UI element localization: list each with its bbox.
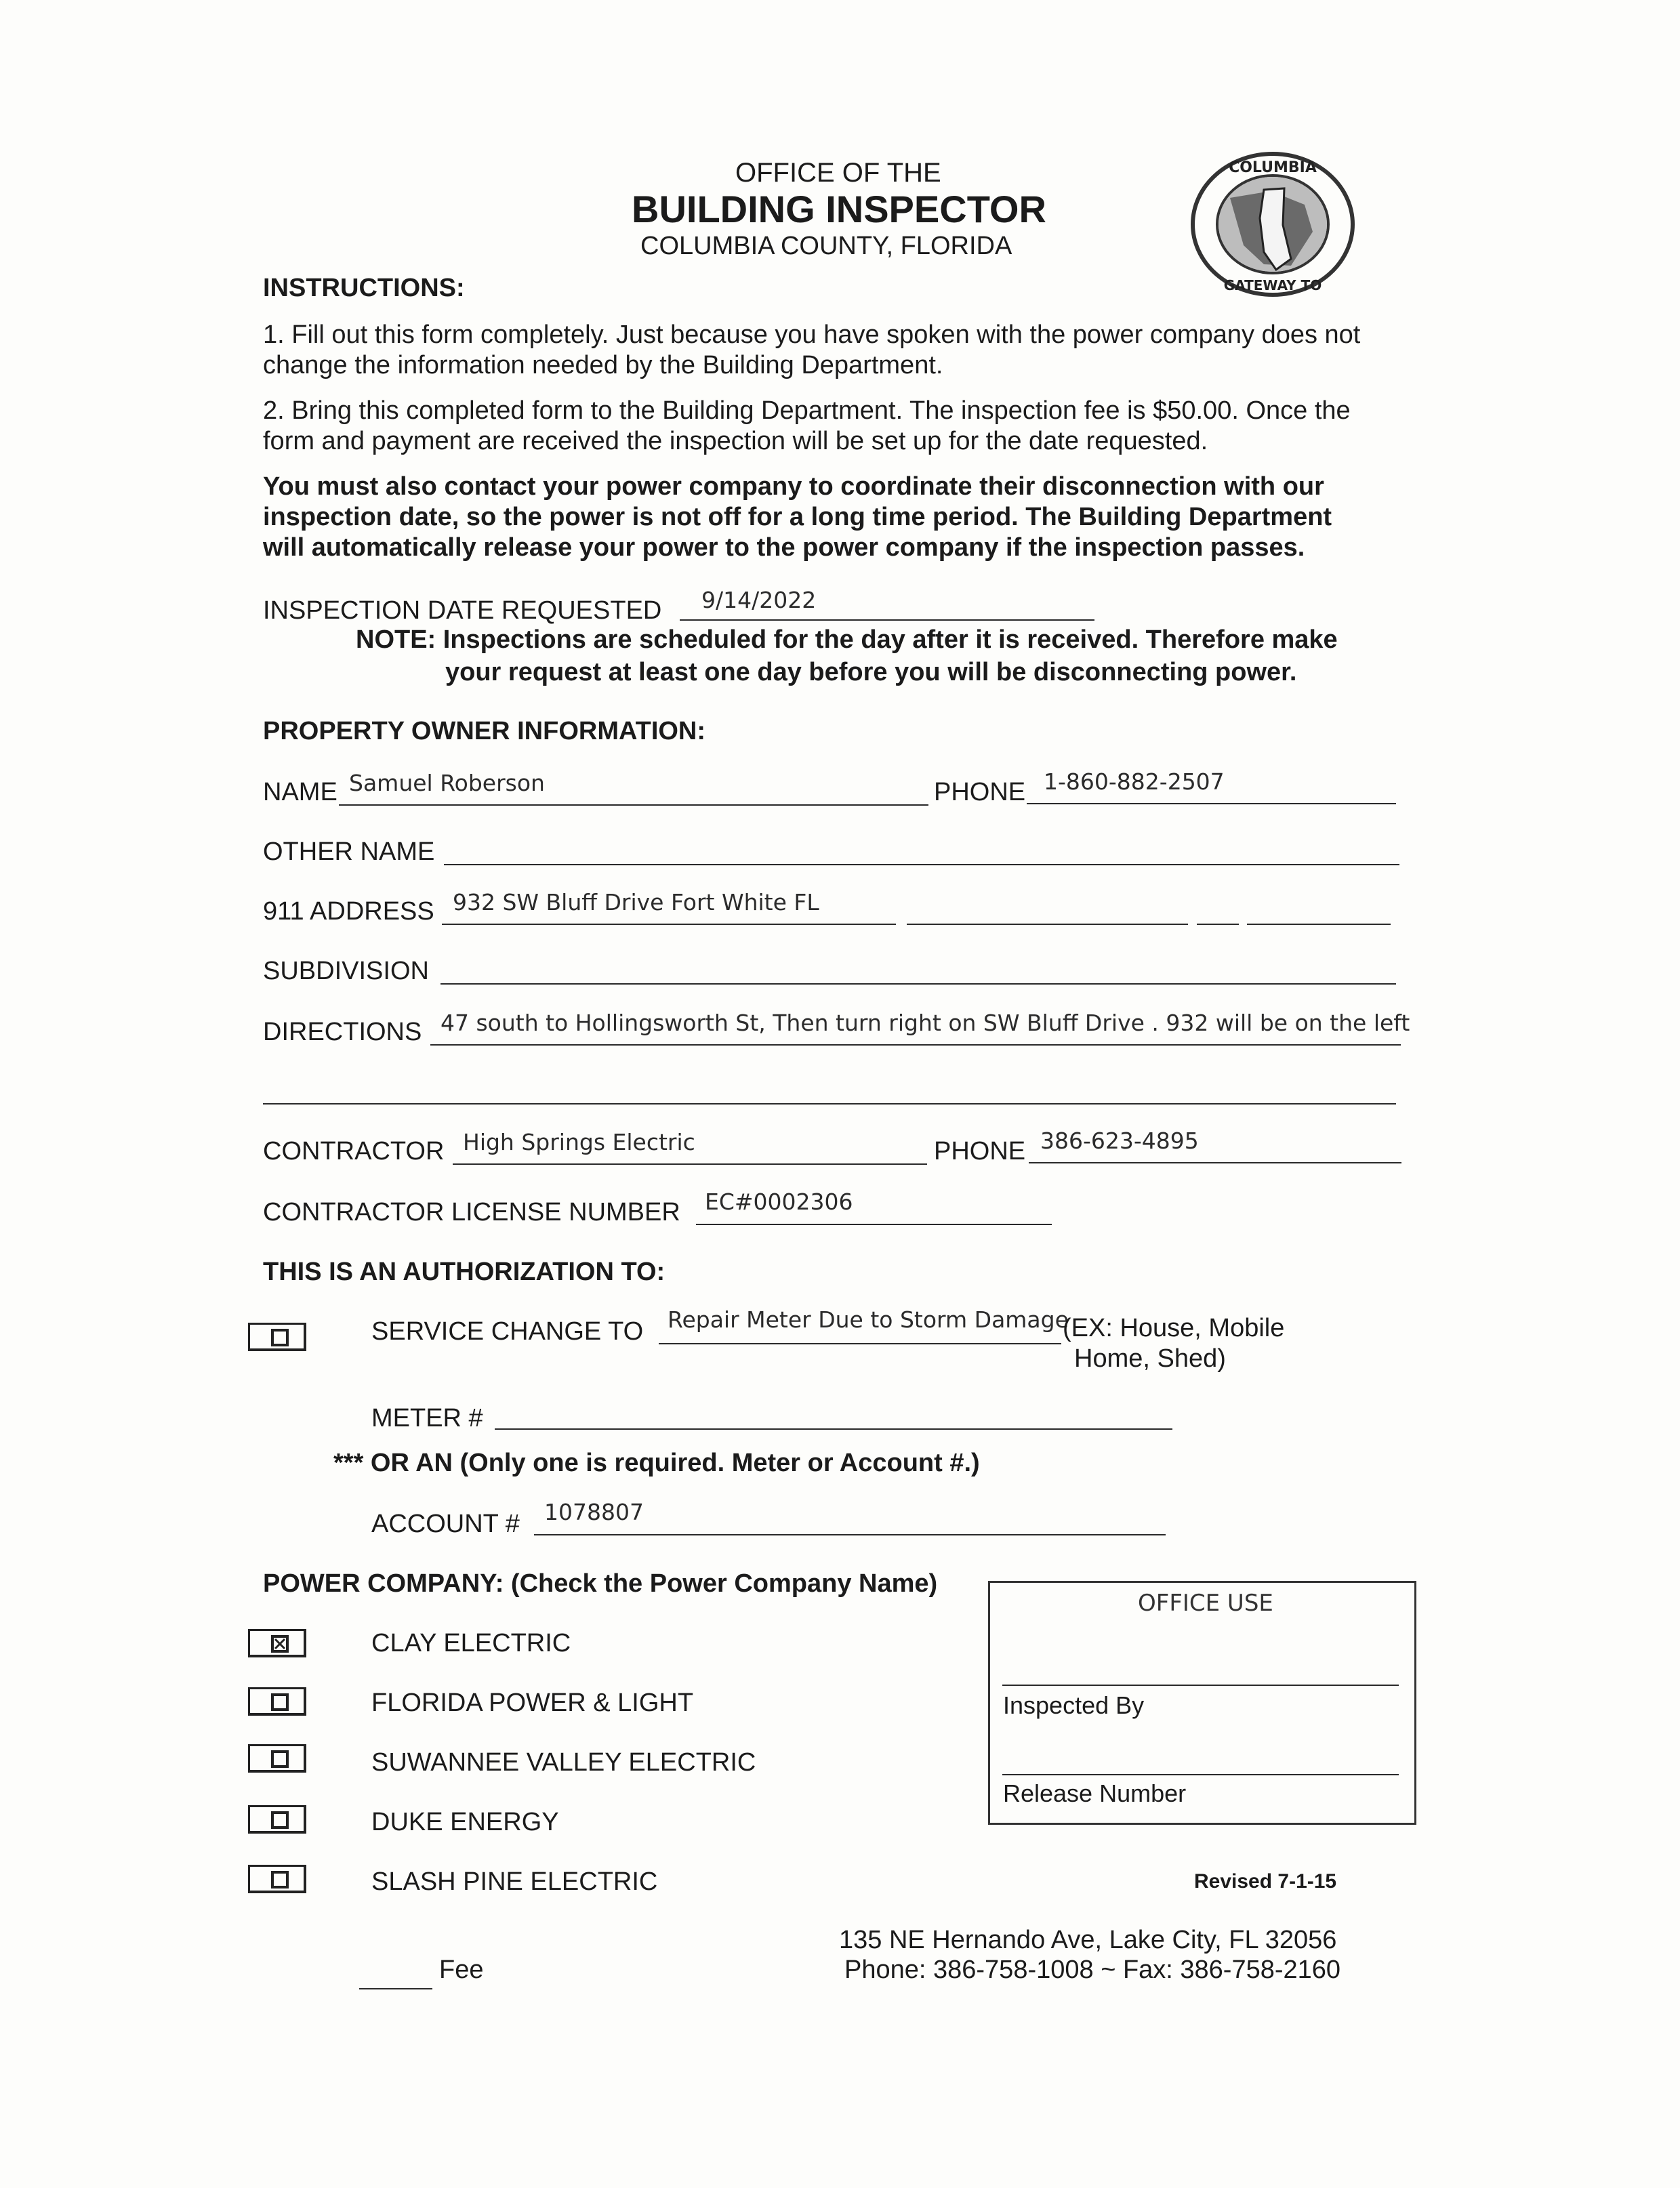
svg-text:COLUMBIA: COLUMBIA xyxy=(1229,159,1317,176)
duke-energy-label: DUKE ENERGY xyxy=(371,1808,559,1836)
county-seal-icon xyxy=(1189,150,1356,298)
meter-label: METER # xyxy=(371,1404,483,1432)
contractor-field[interactable]: High Springs Electric xyxy=(463,1129,695,1155)
fee-line[interactable] xyxy=(359,1988,432,1989)
inspection-date-field[interactable]: 9/14/2022 xyxy=(701,587,817,613)
county-label: COLUMBIA COUNTY, FLORIDA xyxy=(640,232,1012,260)
instruction-1: 1. Fill out this form completely. Just because you have spoken with the power company does not change the information needed by the Building Department. xyxy=(263,321,1361,379)
fee-label: Fee xyxy=(439,1956,484,1984)
fpl-label: FLORIDA POWER & LIGHT xyxy=(371,1689,694,1717)
checkmark-x-icon xyxy=(274,1638,286,1650)
address-field[interactable]: 932 SW Bluff Drive Fort White FL xyxy=(453,889,819,915)
account-label: ACCOUNT # xyxy=(371,1510,520,1538)
service-change-checkbox[interactable] xyxy=(248,1323,306,1351)
footer-address: 135 NE Hernando Ave, Lake City, FL 32056 xyxy=(839,1926,1337,1954)
authorization-heading: THIS IS AN AUTHORIZATION TO: xyxy=(263,1258,665,1286)
address-label: 911 ADDRESS xyxy=(263,897,434,926)
contractor-phone-field[interactable]: 386-623-4895 xyxy=(1040,1128,1199,1154)
owner-name-field[interactable]: Samuel Roberson xyxy=(349,770,545,796)
service-change-label: SERVICE CHANGE TO xyxy=(371,1317,644,1346)
owner-phone-field[interactable]: 1-860-882-2507 xyxy=(1044,768,1225,795)
svg-text:GATEWAY TO: GATEWAY TO xyxy=(1223,277,1322,293)
owner-phone-label: PHONE xyxy=(934,778,1026,806)
clay-electric-label: CLAY ELECTRIC xyxy=(371,1629,571,1657)
inspected-by-label: Inspected By xyxy=(1003,1691,1145,1719)
subdivision-label: SUBDIVISION xyxy=(263,957,429,985)
owner-heading: PROPERTY OWNER INFORMATION: xyxy=(263,717,706,745)
power-company-heading: POWER COMPANY: (Check the Power Company Name) xyxy=(263,1569,938,1598)
slash-pine-label: SLASH PINE ELECTRIC xyxy=(371,1867,658,1896)
suwannee-valley-label: SUWANNEE VALLEY ELECTRIC xyxy=(371,1748,756,1777)
fpl-checkbox[interactable] xyxy=(248,1687,306,1716)
release-number-label: Release Number xyxy=(1003,1779,1187,1807)
power-company-notice: You must also contact your power company to coordinate their disconnection with our inspection date, so the power is not off for a long time period. The Building Department will automatically release your power to the power company if the inspection passes. xyxy=(263,472,1332,562)
owner-name-label: NAME xyxy=(263,778,337,806)
directions-field[interactable]: 47 south to Hollingsworth St, Then turn right on SW Bluff Drive . 932 will be on the left xyxy=(441,1010,1410,1036)
contractor-phone-label: PHONE xyxy=(934,1137,1026,1165)
inspected-by-line[interactable] xyxy=(1002,1685,1399,1686)
other-name-label: OTHER NAME xyxy=(263,838,435,866)
suwannee-valley-checkbox[interactable] xyxy=(248,1744,306,1773)
service-change-field[interactable]: Repair Meter Due to Storm Damage xyxy=(668,1306,1069,1333)
slash-pine-checkbox[interactable] xyxy=(248,1865,306,1893)
license-label: CONTRACTOR LICENSE NUMBER xyxy=(263,1198,680,1226)
release-number-line[interactable] xyxy=(1002,1774,1399,1775)
inspection-date-underline xyxy=(680,619,1094,621)
inspection-date-label: INSPECTION DATE REQUESTED xyxy=(263,596,662,625)
account-field[interactable]: 1078807 xyxy=(544,1499,644,1525)
instruction-2: 2. Bring this completed form to the Building Department. The inspection fee is $50.00. Once the form and payment are received the inspection will be set up for the date requested. xyxy=(263,396,1351,455)
office-use-box xyxy=(988,1581,1416,1825)
office-of-label: OFFICE OF THE xyxy=(735,158,941,188)
revised-date: Revised 7-1-15 xyxy=(1194,1870,1337,1893)
meter-or-account-note: *** OR AN (Only one is required. Meter or Account #.) xyxy=(333,1449,980,1477)
license-field[interactable]: EC#0002306 xyxy=(705,1189,853,1215)
page-title: BUILDING INSPECTOR xyxy=(632,188,1046,230)
duke-energy-checkbox[interactable] xyxy=(248,1805,306,1834)
inspection-note: NOTE: Inspections are scheduled for the day after it is received. Therefore make your request at least one day before you will be disconnecting power. xyxy=(356,625,1338,686)
contractor-label: CONTRACTOR xyxy=(263,1137,445,1165)
clay-electric-checkbox[interactable] xyxy=(248,1629,306,1657)
directions-label: DIRECTIONS xyxy=(263,1018,422,1046)
footer-phone-fax: Phone: 386-758-1008 ~ Fax: 386-758-2160 xyxy=(844,1956,1341,1984)
instructions-heading: INSTRUCTIONS: xyxy=(263,274,465,302)
directions-extra-line xyxy=(263,1103,1396,1105)
office-use-title: OFFICE USE xyxy=(1138,1590,1273,1617)
service-change-example: (EX: House, Mobile Home, Shed) xyxy=(1063,1314,1285,1373)
